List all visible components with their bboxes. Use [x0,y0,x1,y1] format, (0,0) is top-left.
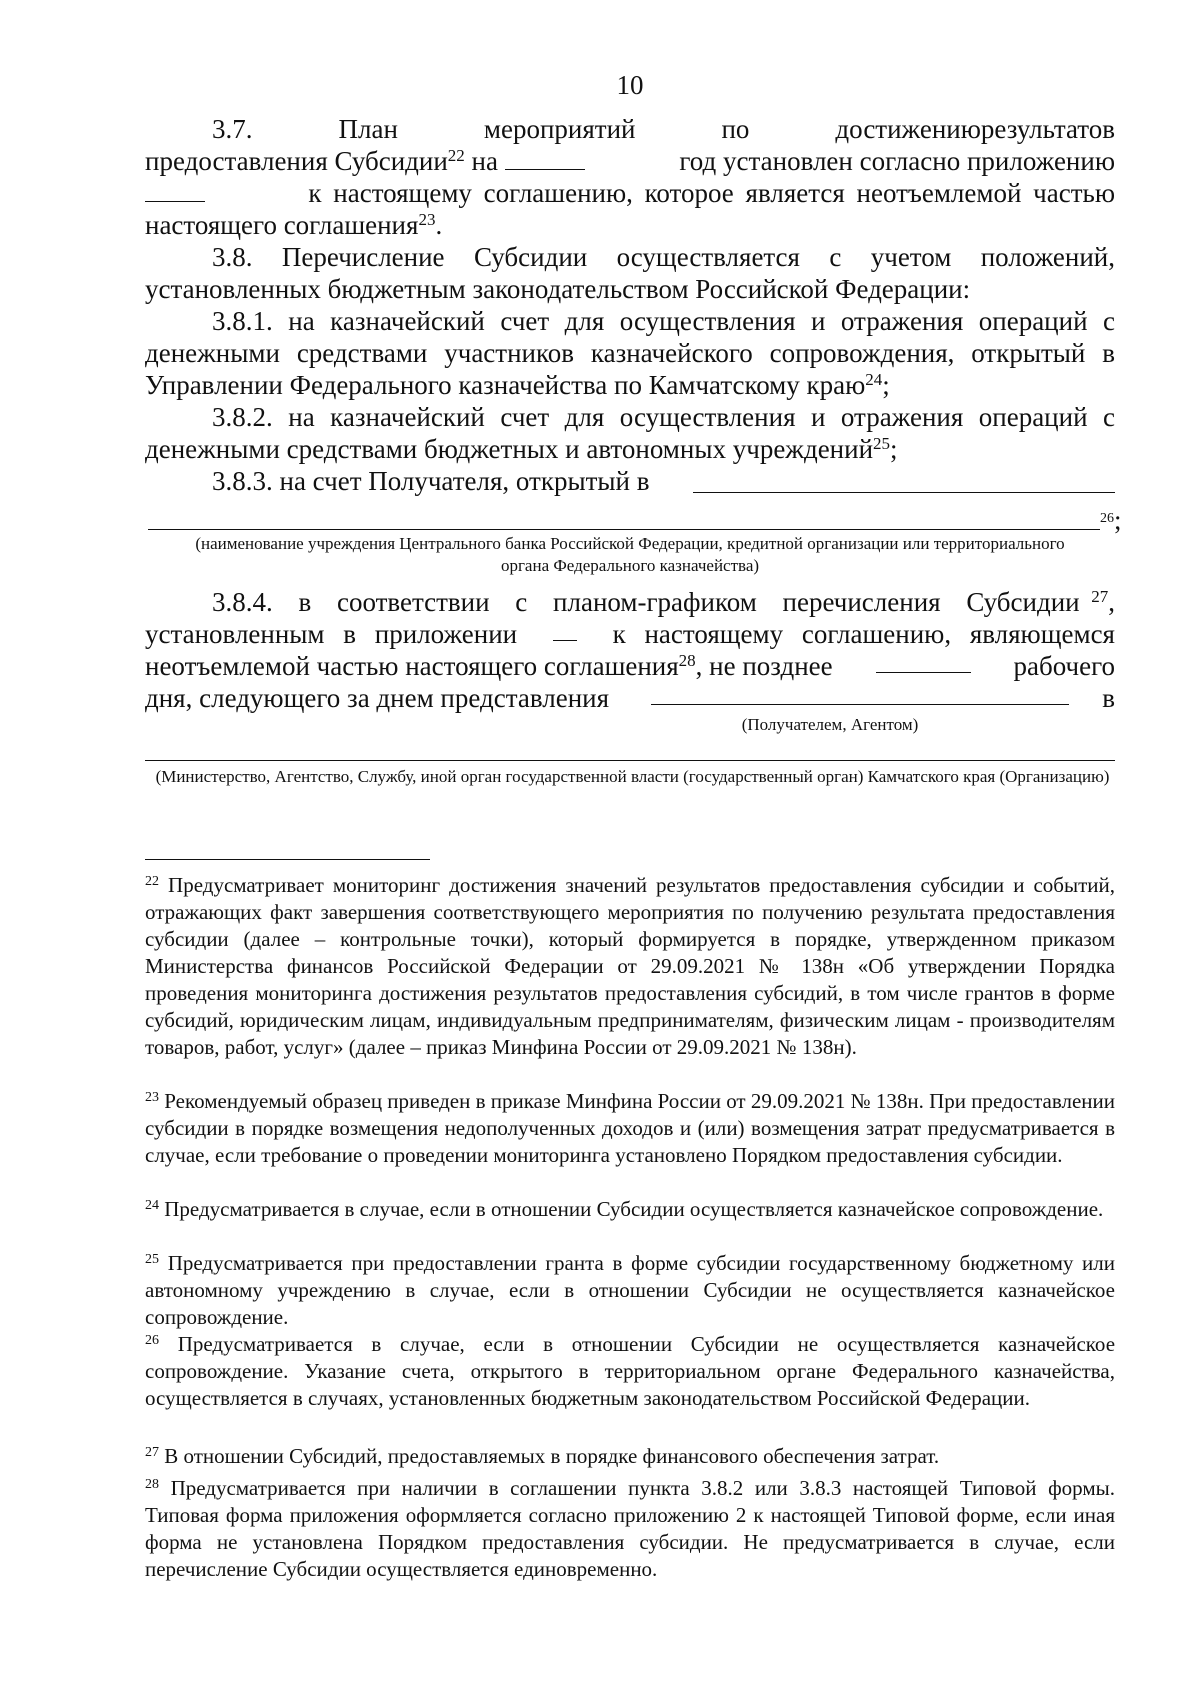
footnote-ref: 28 [678,651,696,670]
text-fragment: неотъемлемой частью настоящего соглашения [145,651,679,681]
text-fragment: денежными средствами бюджетных и автономных учреждений [145,434,874,464]
footnote-number: 22 [145,874,159,889]
footnotes [145,872,1115,1583]
text-fragment: предоставления Субсидии [145,146,448,176]
text-fragment: ; [1114,505,1122,535]
text-fragment: дня, следующего за днем представления [145,683,610,713]
footnote-number: 26 [145,1333,159,1348]
page-number: 10 [616,70,644,100]
footnote-25 [145,1250,1115,1331]
text-line [145,618,1115,650]
text-line [145,650,1115,682]
footnote-ref: 23 [418,210,436,229]
text-fragment: результатов [980,114,1115,144]
text-fragment: рабочего [1013,651,1115,681]
blank-field [505,147,585,170]
text-fragment: 3.8.3. на счет Получателя, открытый в [212,466,650,496]
text-line [145,586,1115,618]
paragraph-3-8 [145,241,1115,305]
text-line [145,145,1115,177]
footnote-text: Предусматривается в случае, если в отношении Субсидии не осуществляется казначейское сопровождение. Указание счета, открытого в территориальном органе Федерального казначейства, осуществляется в случаях, установленных бюджетным законодательством Российской Федерации. [145,1332,1116,1410]
text-line [145,682,1115,714]
paragraph-3-8-2 [145,401,1115,465]
text-fragment: к настоящему соглашению, являющемся [612,619,1115,649]
caption-ministry: (Министерство, Агентство, Службу, иной орган государственной власти (государственный орган) Камчатского края (Организацию) [155,767,1110,786]
footnote-22 [145,872,1115,1088]
blank-field [145,179,205,202]
text-fragment: ; [882,370,890,400]
text-line [145,209,1115,241]
text-fragment: Управлении Федерального казначейства по Камчатскому краю [145,370,866,400]
text-line: денежными средствами участников казначейского сопровождения, открытый в [145,338,1115,368]
footnote-ref: 27 [1091,587,1109,606]
footnote-text: Предусматривается при наличии в соглашении пункта 3.8.2 или 3.8.3 настоящей Типовой формы. Типовая форма приложения оформляется согласно приложению 2 к настоящей Типовой форме, если иная форма не установлена Порядком предоставления субсидии. Не предусматривается в случае, если перечисление Субсидии осуществляется единовременно. [145,1476,1116,1581]
footnote-28 [145,1475,1115,1583]
text-line [145,177,1115,209]
text-line: установленных бюджетным законодательством Российской Федерации: [145,274,971,304]
footnote-26 [145,1331,1115,1443]
text-fragment: 3.7. План мероприятий по достижению [212,114,981,144]
footnote-number: 23 [145,1090,159,1105]
footnote-number: 24 [145,1198,159,1213]
paragraph-3-8-3-end [1100,505,1122,535]
footnote-number: 28 [145,1477,159,1492]
text-fragment: . [435,210,443,240]
text-fragment: в [1102,683,1115,713]
footnote-24 [145,1196,1115,1250]
text-line: 3.8.1. на казначейский счет для осуществления и отражения операций с [212,306,1115,336]
footnote-separator [145,859,430,860]
footnote-ref: 24 [865,370,883,389]
text-fragment: , не позднее [695,651,833,681]
footnote-23 [145,1088,1115,1196]
text-fragment: на [471,146,498,176]
text-fragment: к настоящему соглашению, которое является неотъемлемой частью [308,178,1115,208]
text-line [145,113,1115,145]
text-fragment: установленным в приложении [145,619,518,649]
text-fragment: 3.8.4. в соответствии с планом-графиком перечисления Субсидии [212,587,1080,617]
footnote-number: 25 [145,1252,159,1267]
footnote-ref: 22 [447,146,465,165]
blank-field [553,618,577,641]
text-line: 3.8.2. на казначейский счет для осуществления и отражения операций с [212,402,1115,432]
blank-field [148,509,1100,530]
text-fragment: настоящего соглашения [145,210,419,240]
footnote-text: Предусматривается при предоставлении гранта в форме субсидии государственному бюджетному или автономному учреждению в случае, если в отношении Субсидии не осуществляется казначейское сопровождение. [145,1251,1116,1329]
footnote-text: Предусматривается в случае, если в отношении Субсидии осуществляется казначейское сопровождение. [164,1197,1104,1221]
footnote-ref: 25 [873,434,891,453]
footnote-text: В отношении Субсидий, предоставляемых в порядке финансового обеспечения затрат. [164,1444,940,1468]
text-fragment: , [1108,587,1115,617]
footnote-text: Рекомендуемый образец приведен в приказе Минфина России от 29.09.2021 № 138н. При предоставлении субсидии в порядке возмещения недополученных доходов и (или) возмещения затрат предусматривается в случае, если требование о проведении мониторинга установлено Порядком предоставления субсидии. [145,1089,1116,1167]
text-fragment: ; [890,434,898,464]
text-line: 3.8. Перечисление Субсидии осуществляется с учетом положений, [212,242,1115,272]
footnote-ref: 26 [1100,511,1114,526]
footnote-number: 27 [145,1445,159,1460]
caption-bank: (наименование учреждения Центрального банка Российской Федерации, кредитной организации или территориального органа Федерального казначейства) [195,534,1065,575]
paragraph-3-7 [145,113,1115,241]
footnote-text: Предусматривает мониторинг достижения значений результатов предоставления субсидии и событий, отражающих факт завершения соответствующего мероприятия по получению результата предоставления субсидии (далее – контрольные точки), который формируется в порядке, утвержденном приказом Министерства финансов Российской Федерации от 29.09.2021 № 138н «Об утверждении Порядка проведения мониторинга достижения результатов предоставления субсидий, в том числе грантов в форме субсидий, юридическим лицам, индивидуальным предпринимателям, физическим лицам - производителям товаров, работ, услуг» (далее – приказ Минфина России от 29.09.2021 № 138н). [145,873,1115,1059]
paragraph-3-8-4 [145,586,1115,714]
text-line [145,369,1115,401]
blank-field [145,740,1115,761]
blank-field [693,474,1115,493]
text-fragment: год установлен согласно приложению [679,146,1115,176]
text-line [145,433,1115,465]
caption-recipient: (Получателем, Агентом) [741,715,919,734]
paragraph-3-8-1 [145,305,1115,401]
blank-field [876,650,971,673]
footnote-27 [145,1443,1115,1475]
blank-field [651,682,1069,705]
